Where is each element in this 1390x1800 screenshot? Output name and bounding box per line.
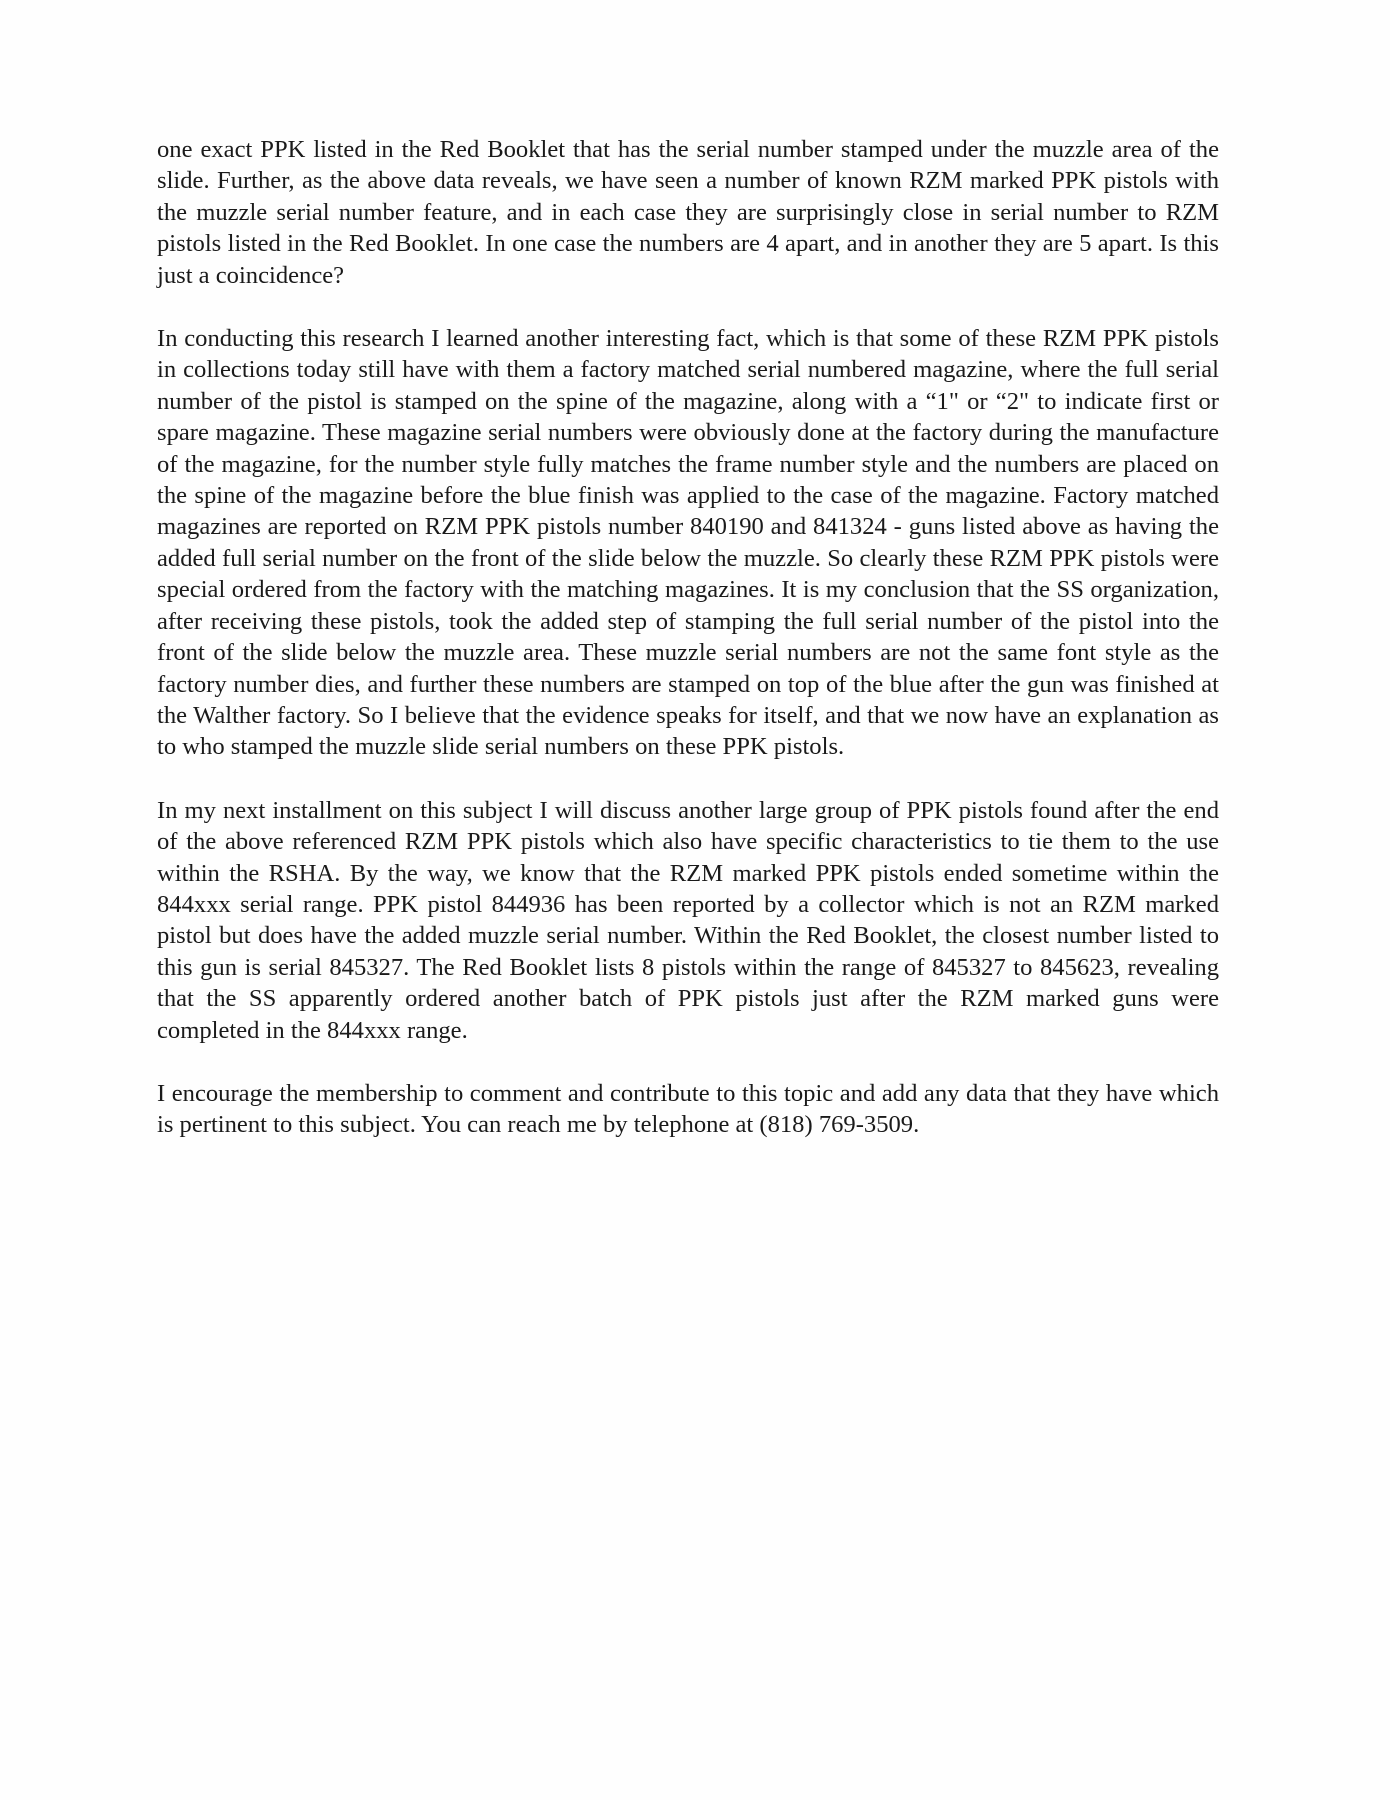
- paragraph-matched-magazines: In conducting this research I learned another interesting fact, which is that some of these RZM PPK pistols in collections today still have with them a factory matched serial numbered magazine, where the full serial number of the pistol is stamped on the spine of the magazine, along with a “1" or “2" to indicate first or spare magazine. These magazine serial numbers were obviously done at the factory during the manufacture of the magazine, for the number style fully matches the frame number style and the numbers are placed on the spine of the magazine before the blue finish was applied to the case of the magazine. Factory matched magazines are reported on RZM PPK pistols number 840190 and 841324 - guns listed above as having the added full serial number on the front of the slide below the muzzle. So clearly these RZM PPK pistols were special ordered from the factory with the matching magazines. It is my conclusion that the SS organization, after receiving these pistols, took the added step of stamping the full serial number of the pistol into the front of the slide below the muzzle area. These muzzle serial numbers are not the same font style as the factory number dies, and further these numbers are stamped on top of the blue after the gun was finished at the Walther factory. So I believe that the evidence speaks for itself, and that we now have an explanation as to who stamped the muzzle slide serial numbers on these PPK pistols.: [157, 325, 1219, 761]
- paragraph-next-installment: In my next installment on this subject I will discuss another large group of PPK pistols found after the end of the above referenced RZM PPK pistols which also have specific characteristics to tie them to the use within the RSHA. By the way, we know that the RZM marked PPK pistols ended sometime within the 844xxx serial range. PPK pistol 844936 has been reported by a collector which is not an RZM marked pistol but does have the added muzzle serial number. Within the Red Booklet, the closest number listed to this gun is serial 845327. The Red Booklet lists 8 pistols within the range of 845327 to 845623, revealing that the SS apparently ordered another batch of PPK pistols just after the RZM marked guns were completed in the 844xxx range.: [157, 796, 1219, 1044]
- document-body: [157, 134, 1219, 1141]
- paragraph-contact: I encourage the membership to comment and contribute to this topic and add any data that they have which is pertinent to this subject. You can reach me by telephone at (818) 769-3509.: [157, 1079, 1219, 1139]
- paragraph-coincidence: one exact PPK listed in the Red Booklet that has the serial number stamped under the muzzle area of the slide. Further, as the above data reveals, we have seen a number of known RZM marked PPK pistols with the muzzle serial number feature, and in each case they are surprisingly close in serial number to RZM pistols listed in the Red Booklet. In one case the numbers are 4 apart, and in another they are 5 apart. Is this just a coincidence?: [157, 136, 1219, 289]
